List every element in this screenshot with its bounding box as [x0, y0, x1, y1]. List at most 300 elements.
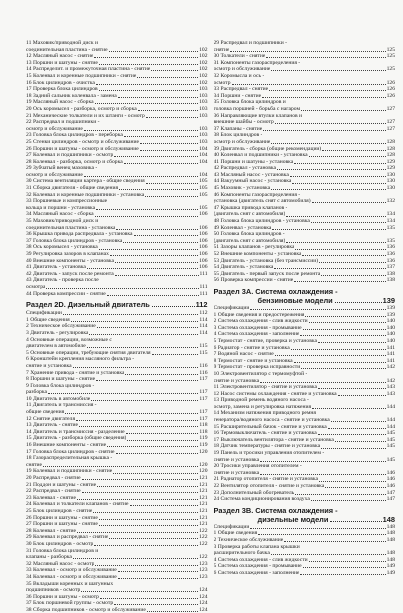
toc-entry — [26, 113, 208, 120]
toc-entry-page: 121 — [199, 507, 208, 514]
section-subtitle: бензиновые модели — [257, 295, 333, 305]
toc-entry-page: 124 — [199, 600, 208, 607]
toc-entry — [26, 468, 208, 475]
toc-entry — [214, 277, 396, 284]
toc-entry-page: 112 — [199, 310, 208, 317]
toc-entry-page: 148 — [386, 550, 395, 557]
toc-entry-label: 12 Масляный насос - снятие — [26, 53, 94, 60]
dot-leader — [286, 242, 385, 243]
toc-entry-page: 102 — [199, 79, 208, 86]
toc-entry-page: 103 — [199, 105, 208, 112]
toc-entry-page: 147 — [386, 489, 395, 496]
dot-leader — [274, 268, 385, 269]
toc-entry-label: Спецификации — [26, 310, 62, 317]
toc-entry-page: 106 — [199, 211, 208, 218]
toc-entry — [26, 99, 208, 106]
toc-entry-label: 37 Клапаны - снятие — [213, 125, 263, 132]
toc-entry — [26, 554, 208, 561]
dot-leader — [95, 565, 198, 566]
toc-entry — [26, 198, 208, 205]
toc-entry — [214, 450, 396, 457]
toc-entry — [26, 475, 208, 482]
dot-leader — [338, 395, 386, 396]
dot-leader — [114, 156, 198, 157]
dot-leader — [335, 441, 386, 442]
toc-entry-page: 114 — [199, 316, 208, 323]
toc-entry-label: 42 Распредвал - установка — [213, 165, 276, 172]
toc-entry — [26, 47, 208, 54]
toc-entry-label: 30 Блок цилиндров - осмотр — [26, 540, 94, 547]
toc-entry — [26, 581, 208, 588]
toc-entry-page: 117 — [199, 415, 208, 422]
dot-leader — [134, 235, 199, 236]
toc-entry — [26, 383, 208, 390]
toc-entry — [26, 119, 208, 126]
toc-entry — [26, 185, 208, 192]
toc-entry-page: 144 — [386, 417, 395, 424]
dot-leader — [292, 183, 385, 184]
toc-entry — [26, 93, 208, 100]
toc-entry — [214, 99, 396, 106]
toc-entry-label: 33 Коленвал - осмотр и обслуживание — [26, 567, 117, 574]
dot-leader — [127, 440, 198, 441]
dot-leader — [277, 169, 386, 170]
toc-entry-page: 103 — [199, 125, 208, 132]
toc-entry — [26, 567, 208, 574]
dot-leader — [152, 354, 199, 355]
toc-entry-label: 50 Головка блока цилиндров - — [213, 231, 285, 238]
dot-leader — [271, 189, 385, 190]
toc-entry — [214, 211, 396, 218]
toc-entry-page: 106 — [199, 224, 208, 231]
toc-entry — [26, 495, 208, 502]
dot-leader — [87, 268, 198, 269]
dot-leader — [97, 327, 199, 328]
toc-entry — [26, 455, 208, 462]
dot-leader — [328, 428, 386, 429]
toc-entry-label: 43 Масляный насос - установка — [213, 171, 289, 178]
dot-leader — [130, 505, 199, 506]
toc-entry-page: 146 — [386, 483, 395, 489]
dot-leader — [119, 189, 198, 190]
toc-entry-label: 3 Система охлаждения - промывание — [213, 324, 302, 331]
toc-entry — [26, 587, 208, 594]
toc-entry-label: 52 Внешние компоненты - установка — [213, 251, 302, 257]
toc-entry — [214, 351, 396, 358]
toc-entry — [26, 534, 208, 541]
toc-entry — [214, 251, 396, 258]
section-subtitle: дизельные модели — [257, 514, 329, 524]
toc-entry-page: 127 — [386, 119, 395, 126]
toc-entry — [214, 544, 396, 551]
toc-entry-label: 2 Техническое обслуживание — [213, 536, 284, 543]
dot-leader — [91, 400, 198, 401]
dot-leader — [96, 209, 198, 210]
toc-entry-label: 55 Двигатель - первый запуск после ремонта — [213, 270, 321, 277]
toc-entry-page: 119 — [199, 442, 208, 449]
toc-entry-label: 27 Поршни и шатуны - снятие — [26, 521, 98, 528]
toc-entry — [214, 404, 396, 411]
toc-entry-label: 10 Двигатель в автомобиле — [26, 395, 91, 402]
dot-leader — [335, 302, 382, 303]
toc-entry-label: 23 Дополнительный обогреватель — [213, 489, 295, 496]
toc-entry-page: 139 — [386, 311, 395, 318]
dot-leader — [145, 196, 198, 197]
dot-leader — [63, 314, 198, 315]
section-title: Раздел 3А. Система охлаждения - — [213, 286, 338, 296]
toc-entry — [214, 178, 396, 185]
toc-entry — [26, 370, 208, 377]
toc-entry-page: 121 — [199, 501, 208, 508]
toc-entry-label: 30 Толкатели - снятие — [213, 53, 266, 60]
toc-entry-page: 106 — [199, 244, 208, 251]
toc-entry-page: 104 — [199, 152, 208, 159]
toc-entry-label: 23 Головка блока цилиндров - переборка — [26, 132, 123, 139]
toc-entry — [214, 457, 396, 464]
toc-entry — [214, 550, 396, 557]
toc-entry-label: осмотр, замена и регулировка натяжения — [213, 403, 312, 410]
toc-entry — [214, 185, 396, 192]
toc-entry — [214, 318, 396, 325]
toc-entry-page: 111 — [199, 283, 208, 290]
toc-entry-page: 118 — [199, 422, 208, 429]
dot-leader — [309, 561, 386, 562]
toc-entry — [214, 238, 396, 245]
toc-entry — [26, 277, 208, 284]
toc-entry-page: 128 — [386, 138, 395, 145]
toc-entry — [26, 429, 208, 436]
toc-entry-label: 29 Зубчатый венец маховика - — [26, 165, 98, 172]
toc-entry — [26, 462, 208, 469]
toc-entry-label: 6 Кронштейн крепления масляного фильтра - — [26, 356, 135, 363]
toc-entry-label: подшипников - осмотр — [26, 587, 81, 594]
toc-entry — [26, 192, 208, 199]
dot-leader — [232, 84, 386, 85]
section-title: Раздел 2D. Дизельный двигатель — [26, 300, 150, 310]
toc-entry-label: 18 Датчик температуры - снятие и установка — [213, 443, 321, 450]
dot-leader — [43, 466, 198, 467]
toc-entry-label: 1 Общие сведения — [26, 316, 70, 323]
dot-leader — [272, 229, 385, 230]
toc-entry — [214, 476, 396, 483]
toc-entry-label: 51 Зазоры клапанов - регулировка — [213, 244, 295, 251]
toc-entry-page: 106 — [199, 237, 208, 244]
toc-entry — [26, 548, 208, 555]
toc-entry-page: 102 — [199, 59, 208, 66]
toc-entry-label: 20 Ось коромысел - разборка, осмотр и сборка — [26, 105, 137, 112]
toc-entry-page: 130 — [386, 171, 395, 178]
toc-entry-page: 104 — [199, 171, 208, 178]
toc-entry-page: 121 — [199, 514, 208, 521]
section-page: 148 — [382, 514, 395, 524]
toc-entry — [214, 470, 396, 477]
toc-entry — [214, 364, 396, 371]
dot-leader — [81, 591, 198, 592]
toc-entry-label: 4 Система охлаждения - слив жидкости — [213, 556, 308, 563]
toc-entry-page: 106 — [199, 264, 208, 271]
toc-entry-page: 103 — [199, 92, 208, 99]
toc-entry-label: 36 Поршни и шатуны - осмотр — [26, 593, 99, 600]
toc-entry-page: 126 — [386, 86, 395, 93]
toc-entry-label: 29 Распредвал и подшипники - — [213, 40, 288, 46]
toc-entry-page: 102 — [199, 53, 208, 60]
toc-entry — [26, 218, 208, 225]
toc-entry-page: 114 — [199, 323, 208, 330]
toc-entry-page: 134 — [386, 211, 395, 218]
dot-leader — [321, 448, 386, 449]
toc-entry — [26, 422, 208, 429]
toc-entry-label: 22 Вентилятор отопителя - снятие и установка — [213, 483, 325, 489]
toc-entry-label: 2 Система охлаждения - слив жидкости — [213, 318, 308, 325]
dot-leader — [151, 70, 198, 71]
toc-entry-page: 125 — [386, 66, 395, 73]
toc-entry-page: 122 — [199, 554, 208, 561]
dot-leader — [94, 57, 198, 58]
toc-entry-page: 140 — [386, 318, 395, 325]
section-heading — [26, 300, 208, 309]
toc-entry-page: 103 — [199, 112, 208, 119]
toc-entry-label: (двигатель снят с автомобиля) — [213, 211, 286, 218]
dot-leader — [309, 156, 386, 157]
toc-entry-label: осмотр и обслуживание — [213, 138, 271, 145]
toc-entry-label: 8 Поршни и шатуны - снятие — [26, 376, 96, 383]
dot-leader — [303, 567, 386, 568]
toc-entry — [26, 409, 208, 416]
toc-entry-label: общие сведения — [26, 409, 65, 416]
toc-entry-label: разборка — [26, 389, 48, 396]
toc-entry — [214, 119, 396, 126]
toc-entry-page: 138 — [386, 270, 395, 277]
toc-entry — [214, 557, 396, 564]
dot-leader — [93, 512, 198, 513]
toc-entry-label: 16 Внешние компоненты - снятие — [26, 442, 107, 449]
toc-entry-label: 41 Двигатель - установка — [26, 264, 86, 271]
dot-leader — [84, 130, 198, 131]
toc-entry-label: 32 Масляный насос - осмотр — [26, 560, 95, 567]
toc-entry-page: 121 — [199, 521, 208, 528]
toc-entry-label: 15 Двигатель - разборка (общие сведения) — [26, 435, 127, 442]
dot-leader — [152, 306, 195, 307]
toc-entry-label: 6 Система охлаждения - заполнение — [213, 569, 300, 576]
toc-entry — [214, 244, 396, 251]
section-page: 139 — [382, 295, 395, 305]
toc-columns — [26, 40, 395, 613]
toc-entry-page: 129 — [386, 165, 395, 172]
toc-entry-page: 128 — [386, 145, 395, 152]
dot-leader — [138, 110, 198, 111]
toc-entry — [26, 40, 208, 47]
dot-leader — [319, 481, 386, 482]
dot-leader — [230, 51, 385, 52]
toc-entry-label: 53 Двигатель - установка (без трансмиссии) — [213, 257, 319, 264]
toc-entry — [26, 435, 208, 442]
toc-entry — [214, 325, 396, 332]
toc-entry-label: 21 Поддон и шатуны - снятие — [26, 481, 97, 488]
toc-entry — [214, 139, 396, 146]
toc-entry-label: 33 Поршневые и компрессионные — [26, 198, 108, 205]
toc-entry — [26, 238, 208, 245]
dot-leader — [146, 183, 198, 184]
dot-leader — [71, 321, 199, 322]
dot-leader — [330, 521, 381, 522]
toc-entry — [214, 258, 396, 265]
toc-entry-page: 135 — [386, 224, 395, 231]
toc-entry-label: снятие — [213, 46, 230, 53]
dot-leader — [286, 216, 385, 217]
toc-entry — [26, 449, 208, 456]
toc-entry-label: 14 Двигатель и трансмиссия - разделение — [26, 428, 125, 435]
toc-entry-label: 8 Термостат - снятие и установка — [213, 357, 293, 364]
toc-entry-label: 21 Радиатор отопителя - снятие и установка — [213, 476, 319, 483]
dot-leader — [318, 434, 386, 435]
toc-entry-page: 148 — [386, 556, 395, 563]
toc-entry-page: 124 — [199, 606, 208, 613]
toc-entry-label: 2 Техническое обслуживание — [26, 323, 96, 330]
toc-entry-label: осмотр и обслуживание — [213, 66, 271, 73]
dot-leader — [109, 538, 198, 539]
toc-entry — [26, 574, 208, 581]
toc-entry-page: 124 — [199, 587, 208, 594]
toc-entry-label: 40 Коленвал и подшипники - установка — [213, 152, 308, 159]
toc-entry-label: 31 Головка блока цилиндров и — [26, 547, 99, 554]
toc-entry — [214, 146, 396, 153]
toc-entry-page: 128 — [386, 152, 395, 159]
toc-right-column — [214, 40, 396, 613]
toc-entry-page: 111 — [199, 290, 208, 297]
toc-entry-page: 144 — [386, 403, 395, 410]
toc-entry-label: 19 Коленвал и подшипники - снятие — [26, 468, 113, 475]
toc-entry-label: 49 Коленвал - установка — [213, 224, 272, 231]
dot-leader — [271, 554, 386, 555]
toc-entry-page: 122 — [199, 527, 208, 534]
toc-entry-page: 140 — [386, 324, 395, 331]
toc-entry-page: 134 — [386, 218, 395, 225]
toc-entry — [26, 165, 208, 172]
dot-leader — [275, 355, 386, 356]
dot-leader — [312, 202, 386, 203]
toc-entry — [26, 60, 208, 67]
toc-entry-page: 115 — [199, 349, 208, 356]
toc-entry-label: осмотр и обслуживание — [26, 125, 83, 132]
dot-leader — [294, 163, 385, 164]
toc-entry-label: 32 Коромысла и ось - — [213, 72, 265, 79]
toc-entry-page: 120 — [199, 461, 208, 468]
toc-entry-page: 103 — [199, 99, 208, 106]
toc-entry-label: Спецификации — [213, 304, 250, 311]
dot-leader — [99, 519, 198, 520]
toc-entry-page: 126 — [386, 92, 395, 99]
toc-entry-page: 124 — [199, 593, 208, 600]
toc-entry — [26, 541, 208, 548]
dot-leader — [301, 368, 385, 369]
toc-entry-label: 31 Компоненты газораспределения - — [213, 59, 301, 66]
toc-entry-page: 123 — [199, 567, 208, 574]
toc-entry — [214, 371, 396, 378]
toc-entry — [26, 323, 208, 330]
toc-entry-label: 28 Коленвал - снятие — [26, 527, 76, 534]
toc-entry — [26, 231, 208, 238]
toc-entry-label: 5 Основные операции, требующие снятия двигателя — [26, 349, 151, 356]
dot-leader — [311, 222, 386, 223]
toc-entry-label: 11 Электровентилятор - снятие и установка — [213, 384, 318, 391]
dot-leader — [96, 380, 198, 381]
dot-leader — [309, 322, 386, 323]
toc-entry — [26, 284, 208, 291]
toc-entry-page: 130 — [386, 178, 395, 185]
toc-entry-page: 103 — [199, 132, 208, 139]
toc-entry — [214, 391, 396, 398]
toc-entry-page: 135 — [386, 237, 395, 244]
toc-entry — [26, 146, 208, 153]
toc-entry — [214, 417, 396, 424]
dot-leader — [87, 347, 199, 348]
toc-entry-label: 36 Крышка привода распредвала - установка — [26, 231, 133, 238]
toc-entry — [26, 211, 208, 218]
toc-entry — [26, 482, 208, 489]
toc-entry-label: 14 Механизм натяжения приводного ремня — [213, 410, 316, 417]
toc-entry-page: 104 — [199, 145, 208, 152]
toc-entry-page: 114 — [199, 329, 208, 336]
toc-entry-label: 12 Снятие двигателя — [26, 415, 76, 422]
toc-entry-page: 111 — [199, 270, 208, 277]
dot-leader — [95, 103, 199, 104]
toc-entry-label: 3 Проверка работы клапана крышки — [213, 543, 300, 550]
toc-entry-page: 122 — [199, 534, 208, 541]
dot-leader — [118, 97, 198, 98]
dot-leader — [79, 426, 198, 427]
toc-entry-label: 14 Распределит. и промежуточная пластина - снятие — [26, 66, 151, 73]
dot-leader — [325, 487, 385, 488]
toc-entry — [214, 410, 396, 417]
toc-entry-label: 6 Радиатор - снятие и установка — [213, 344, 290, 351]
toc-entry-label: соединительная пластина - установка — [26, 224, 116, 231]
toc-entry-label: 34 Коленвал - осмотр и обслуживание — [26, 573, 117, 580]
dot-leader — [291, 349, 386, 350]
toc-entry — [214, 53, 396, 60]
toc-entry — [26, 561, 208, 568]
toc-entry — [214, 40, 396, 47]
toc-entry-label: 21 Механические толкатели и их штанги - осмотр — [26, 112, 145, 119]
toc-entry-label: 27 Коленвал и подшипники - осмотр — [26, 152, 114, 159]
toc-entry-label: 34 Поршни - снятие — [213, 92, 262, 99]
toc-entry-page: 142 — [386, 364, 395, 371]
dot-leader — [124, 163, 198, 164]
toc-entry-label: 37 Блок поршневой группы - осмотр — [26, 600, 114, 607]
toc-entry — [26, 205, 208, 212]
toc-entry — [214, 437, 396, 444]
toc-entry — [214, 198, 396, 205]
dot-leader — [319, 262, 385, 263]
toc-entry-label: (двигатель снят с автомобиля) — [213, 237, 286, 244]
toc-entry — [214, 443, 396, 450]
toc-entry — [26, 251, 208, 258]
toc-entry-page: 121 — [199, 475, 208, 481]
toc-entry-page: 102 — [199, 72, 208, 79]
toc-entry-page: 120 — [199, 468, 208, 475]
dot-leader — [118, 578, 198, 579]
toc-entry-page: 116 — [199, 369, 208, 376]
toc-entry-label: 37 Головка блока цилиндров - установка — [26, 237, 123, 244]
toc-entry-label: 35 Головка блока цилиндров и — [213, 99, 286, 106]
toc-entry — [26, 244, 208, 251]
toc-entry-page: 136 — [386, 251, 395, 257]
toc-entry — [214, 231, 396, 238]
toc-entry — [26, 396, 208, 403]
toc-entry-label: 19 Панель и тросики управления отопителем - — [213, 450, 325, 457]
toc-entry-label: соединительная пластина - снятие — [26, 46, 108, 53]
toc-entry-label: 39 Регулировка зазоров в клапанах — [26, 251, 109, 257]
toc-entry — [26, 264, 208, 271]
